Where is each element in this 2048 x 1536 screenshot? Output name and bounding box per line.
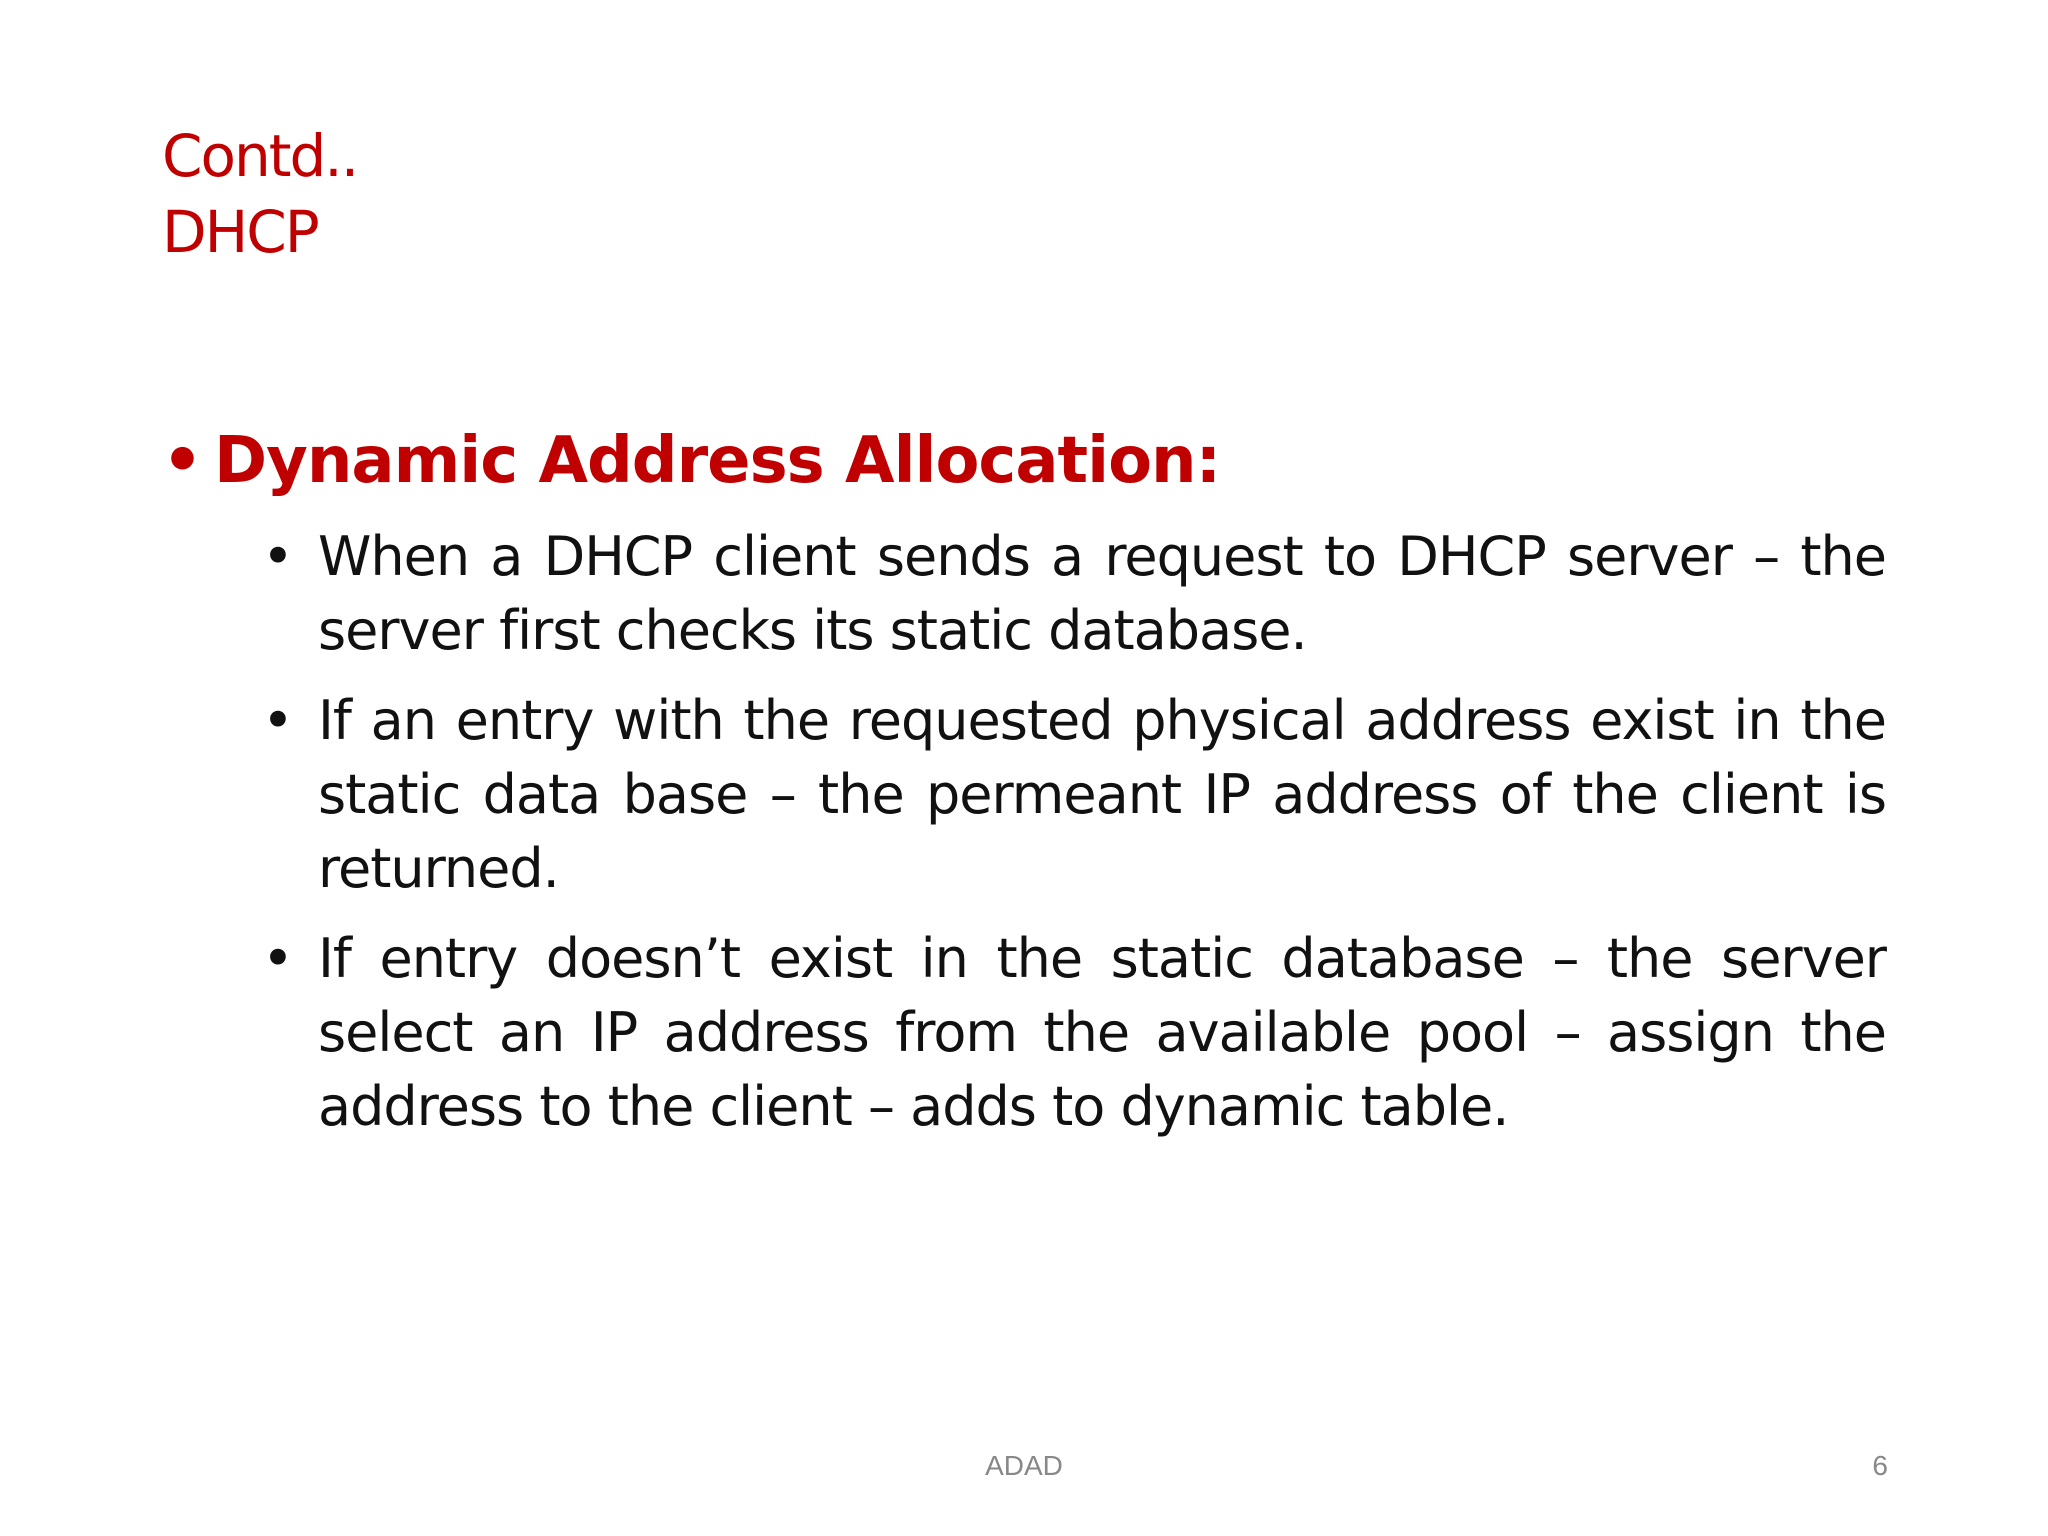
item-text: If an entry with the requested physical address exist in the static data base – the permeant IP address of the client is returned. — [318, 689, 1886, 900]
item-bullet: • — [262, 927, 293, 990]
page-number: 6 — [1872, 1450, 1888, 1481]
footer-label: ADAD — [985, 1450, 1063, 1481]
heading-text: Dynamic Address Allocation: — [214, 424, 1221, 498]
item-bullet: • — [262, 525, 293, 588]
list-item — [262, 684, 1886, 906]
item-text: When a DHCP client sends a request to DHCP server – the server first checks its static database. — [318, 525, 1886, 662]
section-heading — [162, 418, 1962, 504]
title-line-dhcp: DHCP — [162, 198, 318, 266]
item-bullet: • — [262, 689, 293, 752]
bullet-list — [262, 520, 1886, 1160]
heading-bullet: • — [162, 424, 202, 498]
title-line-contd: Contd.. — [162, 122, 358, 190]
item-text: If entry doesn’t exist in the static database – the server select an IP address from the available pool – assign the address to the client – adds to dynamic table. — [318, 927, 1886, 1138]
list-item — [262, 520, 1886, 668]
slide-title — [162, 118, 357, 270]
list-item — [262, 922, 1886, 1144]
